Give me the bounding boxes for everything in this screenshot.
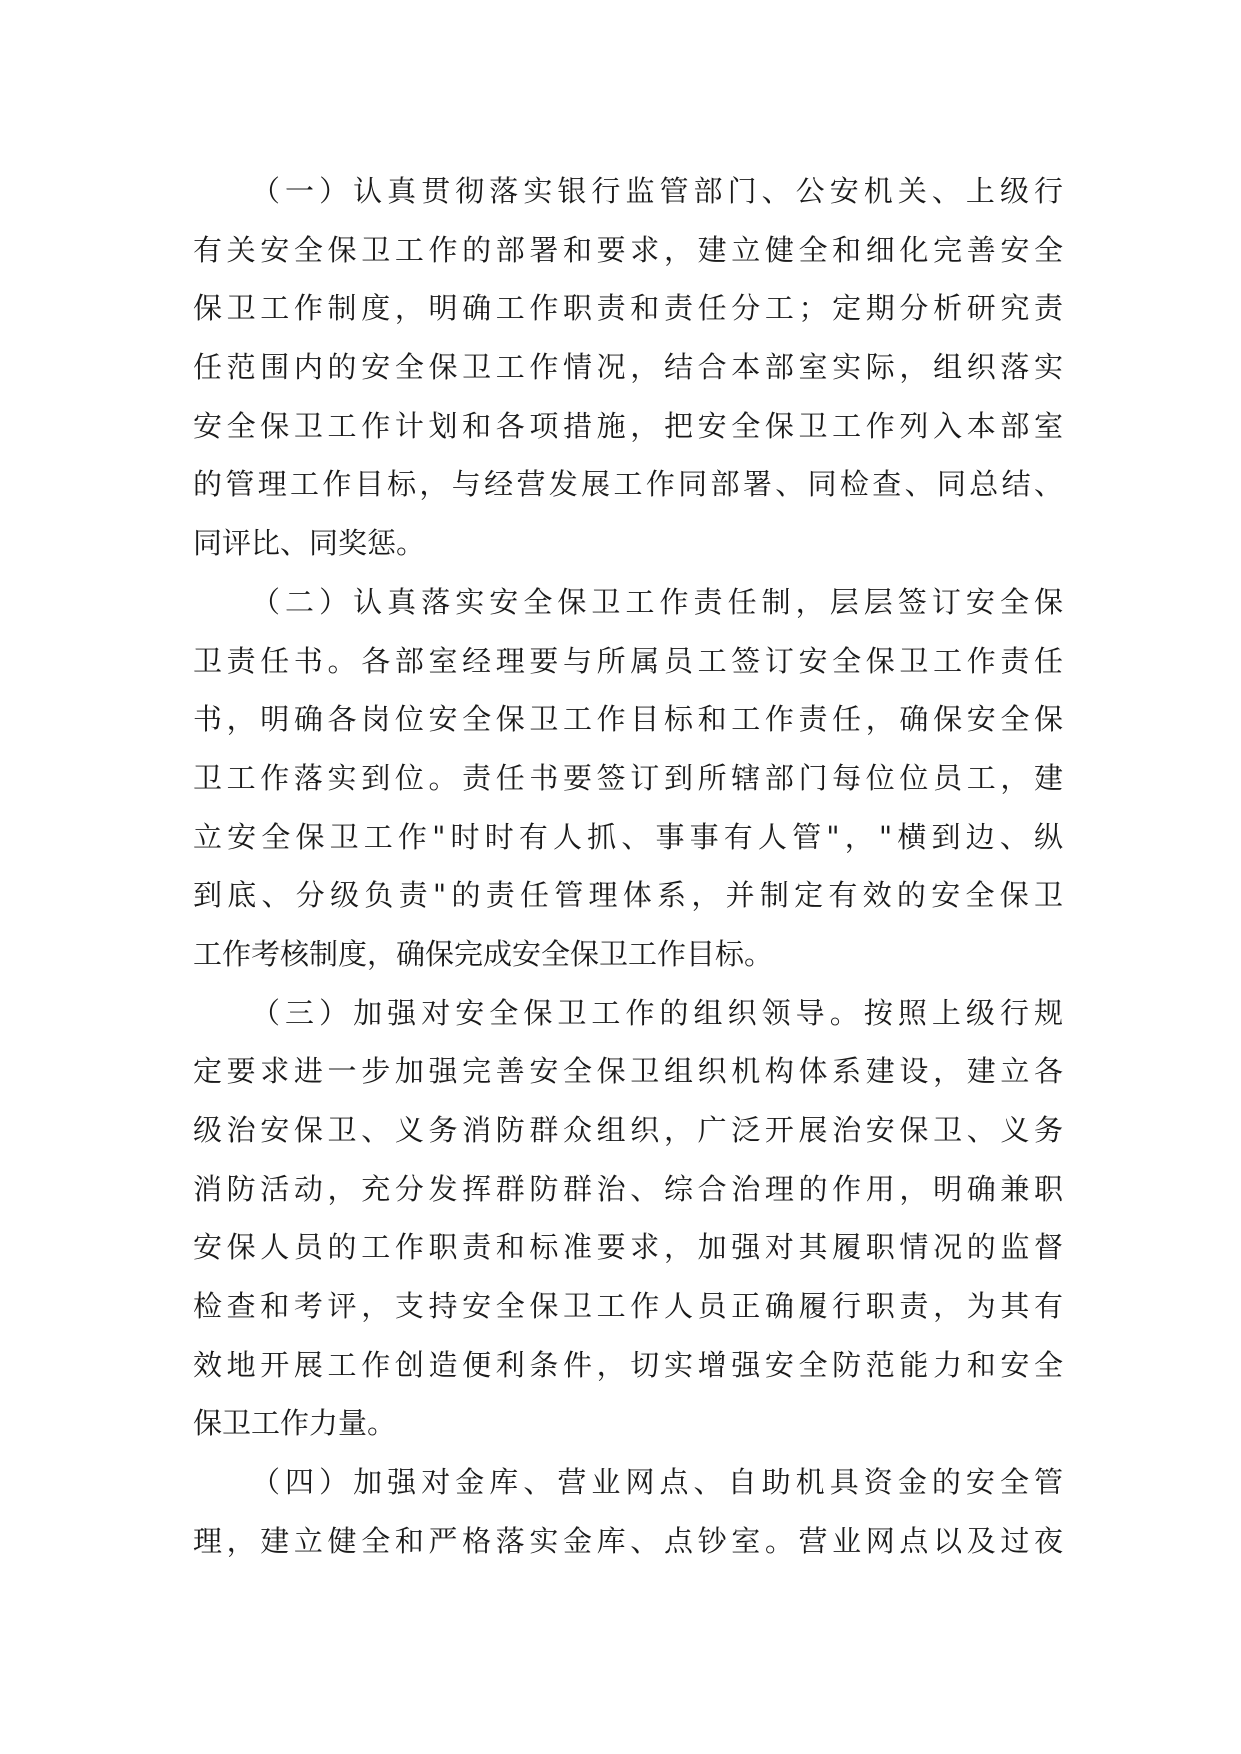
paragraph-line: 卫责任书。各部室经理要与所属员工签订安全保卫工作责任: [193, 643, 1063, 678]
paragraph-line: 级治安保卫、义务消防群众组织，广泛开展治安保卫、义务: [193, 1113, 1063, 1147]
document-body: [193, 162, 1063, 1571]
paragraph-line: （三）加强对安全保卫工作的组织领导。按照上级行规: [251, 995, 1063, 1030]
paragraph-line: 工作考核制度，确保完成安全保卫工作目标。: [193, 936, 774, 971]
paragraph-line: 书，明确各岗位安全保卫工作目标和工作责任，确保安全保: [193, 702, 1063, 737]
paragraph-line: 立安全保卫工作"时时有人抓、事事有人管"，"横到边、纵: [193, 819, 1063, 854]
paragraph-line: 理，建立健全和严格落实金库、点钞室。营业网点以及过夜: [193, 1523, 1063, 1558]
paragraph-line: （二）认真落实安全保卫工作责任制，层层签订安全保: [251, 584, 1063, 619]
paragraph-line: 的管理工作目标，与经营发展工作同部署、同检查、同总结、: [193, 467, 1063, 502]
paragraph-line: 检查和考评，支持安全保卫工作人员正确履行职责，为其有: [193, 1289, 1063, 1324]
paragraph-4: [193, 1453, 1063, 1570]
paragraph-line: 效地开展工作创造便利条件，切实增强安全防范能力和安全: [193, 1347, 1063, 1382]
paragraph-1: [193, 162, 1063, 573]
paragraph-line: 到底、分级负责"的责任管理体系，并制定有效的安全保卫: [193, 878, 1063, 913]
paragraph-line: （一）认真贯彻落实银行监管部门、公安机关、上级行: [251, 174, 1063, 208]
paragraph-line: （四）加强对金库、营业网点、自助机具资金的安全管: [251, 1465, 1063, 1500]
paragraph-line: 任范围内的安全保卫工作情况，结合本部室实际，组织落实: [193, 350, 1063, 385]
paragraph-3: [193, 984, 1063, 1454]
paragraph-line: 安保人员的工作职责和标准要求，加强对其履职情况的监督: [193, 1230, 1063, 1265]
paragraph-line: 同评比、同奖惩。: [193, 526, 426, 561]
paragraph-line: 卫工作落实到位。责任书要签订到所辖部门每位位员工，建: [193, 760, 1063, 795]
paragraph-line: 保卫工作力量。: [193, 1406, 397, 1441]
paragraph-line: 消防活动，充分发挥群防群治、综合治理的作用，明确兼职: [193, 1171, 1063, 1206]
paragraph-2: [193, 573, 1063, 984]
paragraph-line: 保卫工作制度，明确工作职责和责任分工；定期分析研究责: [193, 291, 1063, 326]
paragraph-line: 安全保卫工作计划和各项措施，把安全保卫工作列入本部室: [193, 408, 1063, 443]
paragraph-line: 有关安全保卫工作的部署和要求，建立健全和细化完善安全: [193, 232, 1063, 267]
paragraph-line: 定要求进一步加强完善安全保卫组织机构体系建设，建立各: [193, 1054, 1063, 1089]
